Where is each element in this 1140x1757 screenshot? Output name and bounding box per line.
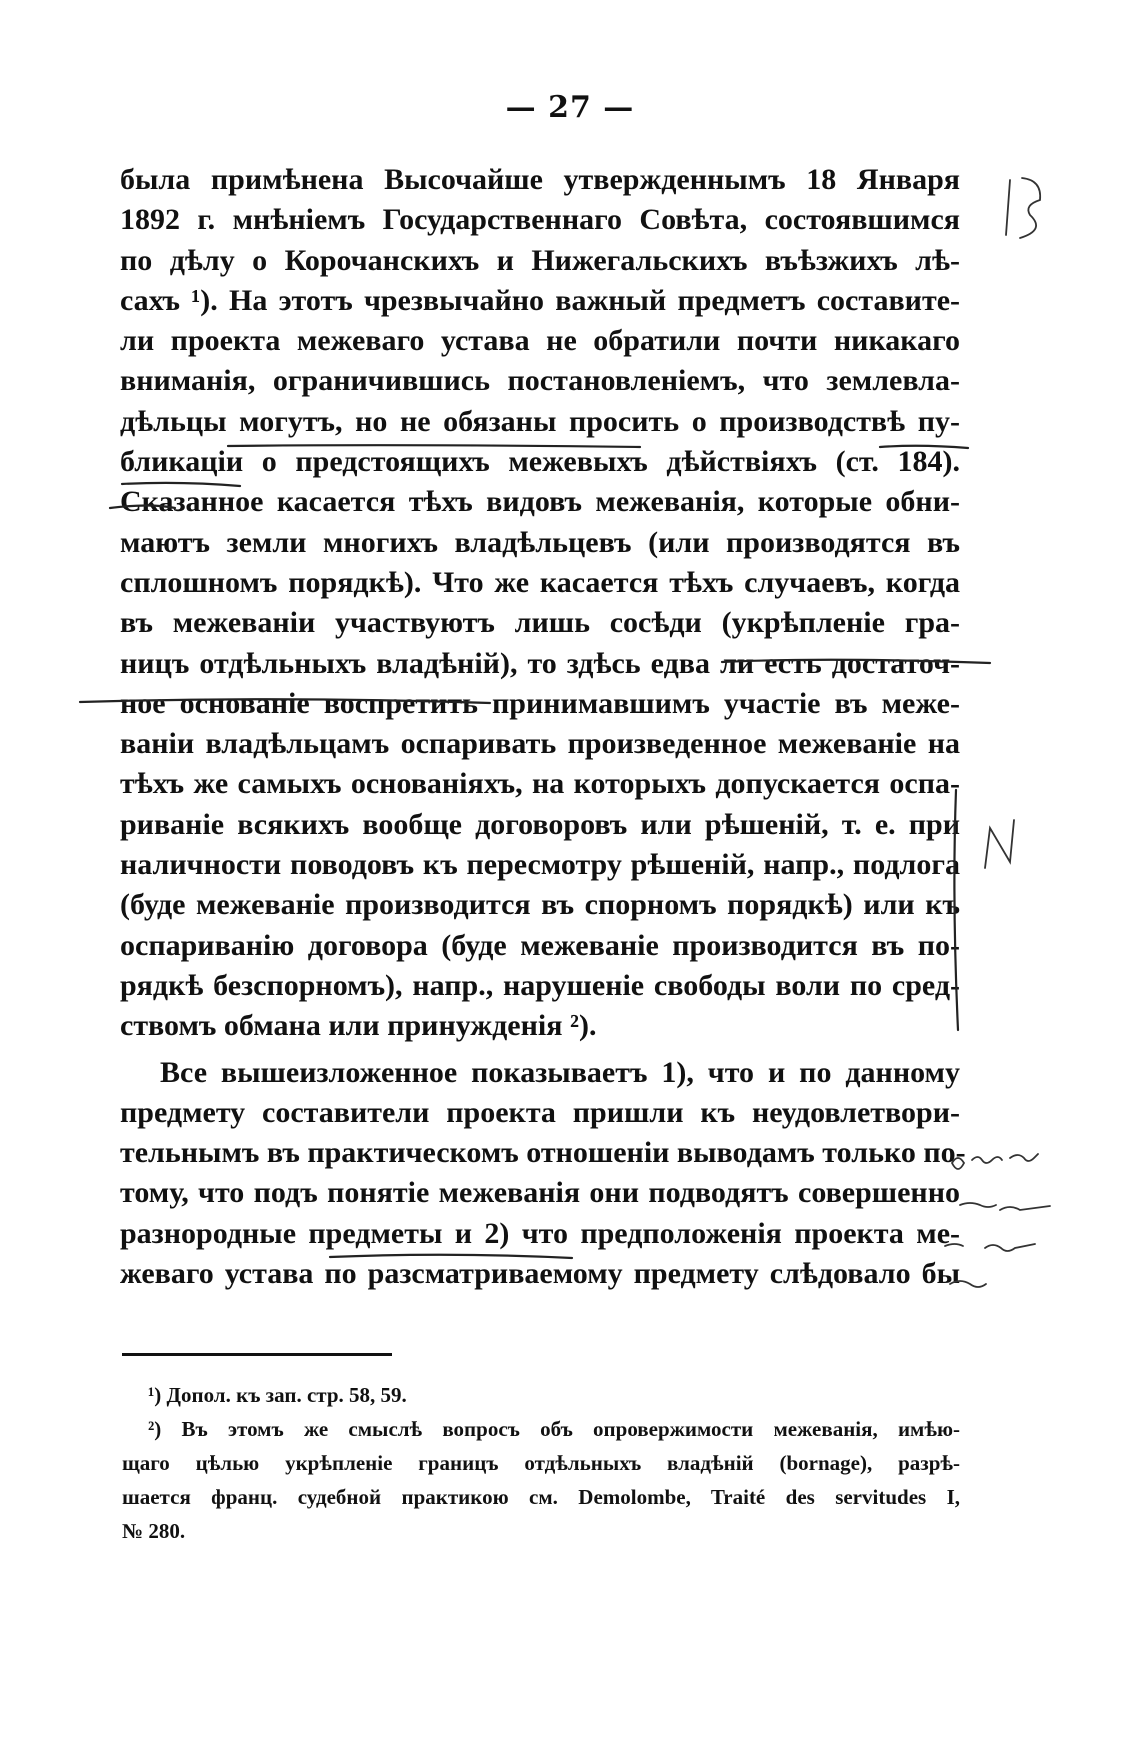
body-line: Сказанное касается тѣхъ видовъ межеванія, которые обни- <box>120 485 960 519</box>
body-line: риваніе всякихъ вообще договоровъ или рѣшеній, т. е. при <box>120 807 960 841</box>
footnote-line: шается франц. судебной практикою см. Demolombe, Traité des servitudes I, <box>122 1485 960 1509</box>
page-number: — 27 — <box>505 90 635 125</box>
footnote-divider <box>122 1353 392 1356</box>
footnote-line: № 280. <box>122 1519 186 1543</box>
footnotes <box>122 1378 960 1548</box>
body-line: 1892 г. мнѣніемъ Государственнаго Совѣта, состоявшимся <box>120 203 960 237</box>
body-line: бликаціи о предстоящихъ межевыхъ дѣйствіяхъ (ст. 184). <box>120 445 960 479</box>
body-line: жеваго устава по разсматриваемому предмету слѣдовало бы <box>120 1257 960 1291</box>
footnote-line: ¹) Допол. къ зап. стр. 58, 59. <box>148 1383 407 1407</box>
body-line: разнородные предметы и 2) что предположенія проекта ме- <box>120 1216 960 1250</box>
body-line: по дѣлу о Корочанскихъ и Нижегальскихъ въѣзжихъ лѣ- <box>120 243 960 277</box>
body-line: въ межеваніи участвуютъ лишь сосѣди (укрѣпленіе гра- <box>120 606 960 640</box>
body-line: ницъ отдѣльныхъ владѣній), то здѣсь едва ли есть достаточ- <box>120 646 960 680</box>
body-line: сплошномъ порядкѣ). Что же касается тѣхъ случаевъ, когда <box>120 565 960 599</box>
body-line: (буде межеваніе производится въ спорномъ порядкѣ) или къ <box>120 888 960 922</box>
body-line: ствомъ обмана или принужденія ²). <box>120 1009 597 1043</box>
body-line: Все вышеизложенное показываетъ 1), что и по данному <box>160 1055 960 1089</box>
body-line: рядкѣ безспорномъ), напр., нарушеніе свободы воли по сред- <box>120 968 960 1002</box>
body-line: тѣхъ же самыхъ основаніяхъ, на которыхъ допускается оспа- <box>120 767 960 801</box>
body-line: маютъ земли многихъ владѣльцевъ (или производятся въ <box>120 525 960 559</box>
body-line: наличности поводовъ къ пересмотру рѣшеній, напр., подлога <box>120 848 960 882</box>
body-line: предмету составители проекта пришли къ неудовлетвори- <box>120 1095 960 1129</box>
body-line: оспариванію договора (буде межеваніе производится въ по- <box>120 928 960 962</box>
body-text <box>120 160 966 1294</box>
footnote-line: ²) Въ этомъ же смыслѣ вопросъ объ опровержимости межеванія, имѣю- <box>148 1417 960 1441</box>
body-line: была примѣнена Высочайше утвержденнымъ 18 Января <box>120 163 960 196</box>
body-line: тому, что подъ понятіе межеванія они подводятъ совершенно <box>120 1176 960 1210</box>
body-line: сахъ ¹). На этотъ чрезвычайно важный предметъ составите- <box>120 283 960 317</box>
body-line: ваніи владѣльцамъ оспаривать произведенное межеваніе на <box>120 727 960 761</box>
body-line: ное основаніе воспретить принимавшимъ участіе въ меже- <box>120 686 960 720</box>
footnote-line: щаго цѣлью укрѣпленіе границъ отдѣльныхъ владѣній (bornage), разрѣ- <box>122 1451 960 1475</box>
body-line: дѣльцы могутъ, но не обязаны просить о производствѣ пу- <box>120 404 960 438</box>
body-line: тельнымъ въ практическомъ отношеніи выводамъ только по- <box>120 1136 966 1170</box>
body-line: ли проекта межеваго устава не обратили почти никакаго <box>120 324 960 358</box>
body-line: вниманія, ограничившись постановленіемъ, что землевла- <box>120 364 960 398</box>
